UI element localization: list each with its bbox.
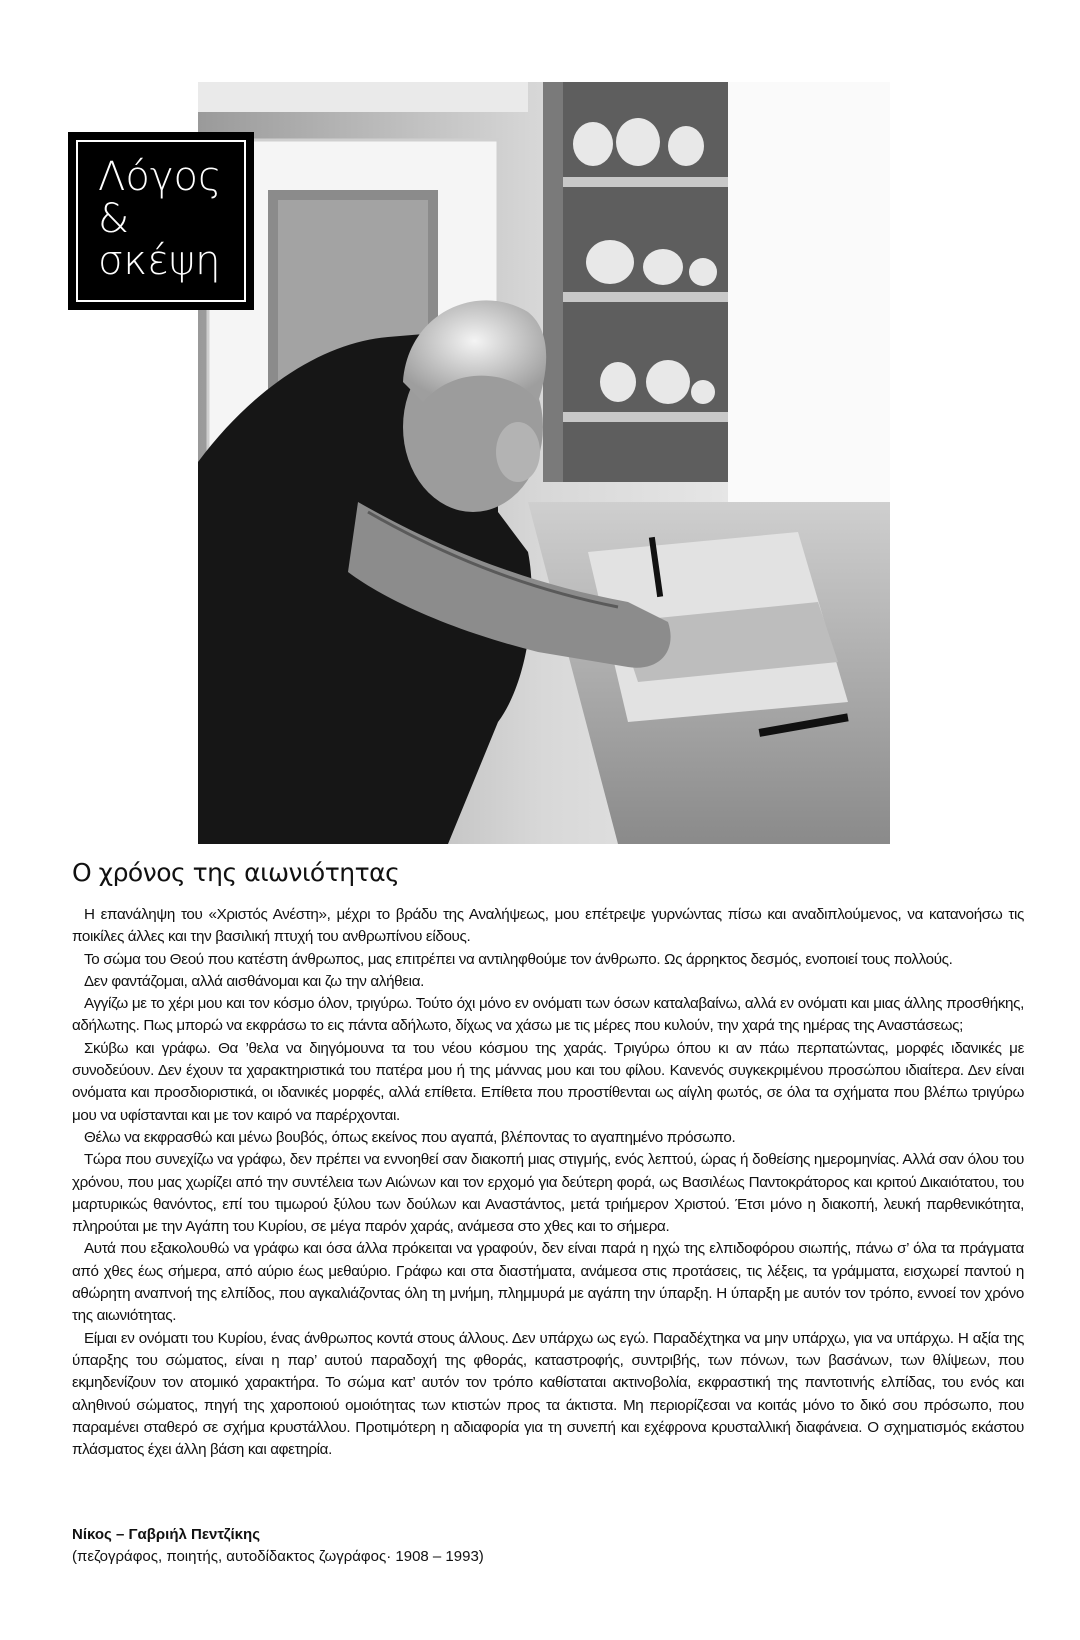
paragraph: Η επανάληψη του «Χριστός Ανέστη», μέχρι το βράδυ της Αναλήψεως, μου επέτρεψε γυρνώντας πίσω και αναδιπλούμενος, να κατανοήσω τις ποικίλες άλλες και την βασιλική πτυχή του ανθρωπίνου είδους. [72,906,1024,946]
author-name: Νίκος – Γαβριήλ Πεντζίκης [72,1526,260,1543]
paragraph: Δεν φαντάζομαι, αλλά αισθάνομαι και ζω την αλήθεια. [84,972,425,990]
paragraph: Τώρα που συνεχίζω να γράφω, δεν πρέπει να εννοηθεί σαν διακοπή μιας στιγμής, ενός λεπτού, ώρας ή δοθείσης ημερομηνίας. Αλλά σαν όλου του χρόνου, που μας χωρίζει από την συντέλεια των Αιώνων και τον ερχομό για δεύτερη φορά, ως Βασιλέως Παντοκράτορος και κριτού Δικαιότατου, του μαρτυρικώς θανόντος, επί του τιμωρού ξύλου των δούλων και Αναστάντος, μετά τριήμερον Χριστού. Έτσι μόνο η διακοπή, λευκή παρθενικότητα, πληρούται με την Αγάπη του Κυρίου, σε μέγα παρόν χαράς, ανάμεσα στο χθες και το σήμερα. [72,1151,1024,1236]
portrait-photo [198,82,890,844]
badge-line-1: Λόγος [98,154,222,200]
paragraph: Αγγίζω με το χέρι μου και τον κόσμο όλον, τριγύρω. Τούτο όχι μόνο εν ονόματι των όσων καταλαβαίνω, αλλά εν ονόματι και μιας άλλης προσθήκης, αδήλωτης. Πως μπορώ να εκφράσω το εις πάντα αδήλωτο, δίχως να χάσω με τις μέρες που κυλούν, την χαρά της ημέρας της Αναστάσεως; [72,995,1024,1035]
badge-line-3: σκέψη [98,238,221,284]
author-description: (πεζογράφος, ποιητής, αυτοδίδακτος ζωγράφος· 1908 – 1993) [72,1548,484,1565]
paragraph: Είμαι εν ονόματι του Κυρίου, ένας άνθρωπος κοντά στους άλλους. Δεν υπάρχω ως εγώ. Παραδέχτηκα να μην υπάρχω, για να υπάρχω. Η αξία της ύπαρξης του σώματος, είναι η παρ’ αυτού παραδοχή της φθοράς, καταστροφής, συντριβής, των πόνων, των βασάνων, των θλίψεων, που εκμηδενίζουν τον ατομικό χαρακτήρα. Το σώμα κατ’ αυτόν τον τρόπο καθίσταται ακτινοβολία, εκφραστική της παντοτινής ελπίδας, του ενός και αληθινού σώματος, πηγή της χαροποιού ομοιότητας των κτιστών προς τα άκτιστα. Μη περιορίζεσαι να κοιτάς μόνο το δικό σου πρόσωπο, που παραμένει σταθερό σε σχήμα κρυστάλλου. Προτιμότερη η αδιαφορία για τη συνεπή και εχέφρονα κρυσταλλική διαφάνεια. Ο σχηματισμός εκάστου πλάσματος έχει άλλη βάση και αφετηρία. [72,1329,1024,1459]
paragraph: Σκύβω και γράφω. Θα ’θελα να διηγόμουνα τα του νέου κόσμου της χαράς. Τριγύρω όπου κι αν πάω περπατώντας, μορφές ιδανικές με συνοδεύουν. Δεν έχουν τα χαρακτηριστικά του πατέρα μου ή της μάννας μου και του φίλου. Κανενός συγκεκριμένου προσώπου ιδιαίτερα. Δεν είναι ονόματα και προσδιοριστικά, οι ιδανικές μορφές, αλλά επίθετα. Επίθετα που προστίθενται ως αίγλη φωτός, σε όλα τα σχήματα που βλέπω τριγύρω μου να υφίστανται και με τον καιρό να παρέρχονται. [72,1039,1024,1124]
paragraph: Αυτά που εξακολουθώ να γράφω και όσα άλλα πρόκειται να γραφούν, δεν είναι παρά η ηχώ της ελπιδοφόρου σιωπής, πάνω σ’ όλα τα πράγματα από χθες έως σήμερα, από αύριο έως μεθαύριο. Γράφω και στα διαστήματα, ανάμεσα στις προτάσεις, τις λέξεις, τα γράμματα, εισχωρεί παντού η αθώρητη αναπνοή της ελπίδος, που αγκαλιάζοντας όλη τη μνήμη, πλημμυρά με αγάπη την ύπαρξη. Η ύπαρξη με αυτόν τον τρόπο, εννοεί τον χρόνο της αιωνιότητας. [72,1240,1024,1325]
article-body [72,904,1024,1461]
article-title: Ο χρόνος της αιωνιότητας [72,858,400,887]
badge-line-2: & [98,196,130,242]
section-badge-frame [76,140,246,302]
paragraph: Το σώμα του Θεού που κατέστη άνθρωπος, μας επιτρέπει να αντιληφθούμε τον άνθρωπο. Ως άρρηκτος δεσμός, ενοποιεί τους πολλούς. [84,950,953,968]
portrait-photo-icon [198,82,890,844]
section-badge [68,132,254,310]
paragraph: Θέλω να εκφρασθώ και μένω βουβός, όπως εκείνος που αγαπά, βλέποντας το αγαπημένο πρόσωπο. [84,1128,736,1146]
author-credit [72,1524,484,1568]
